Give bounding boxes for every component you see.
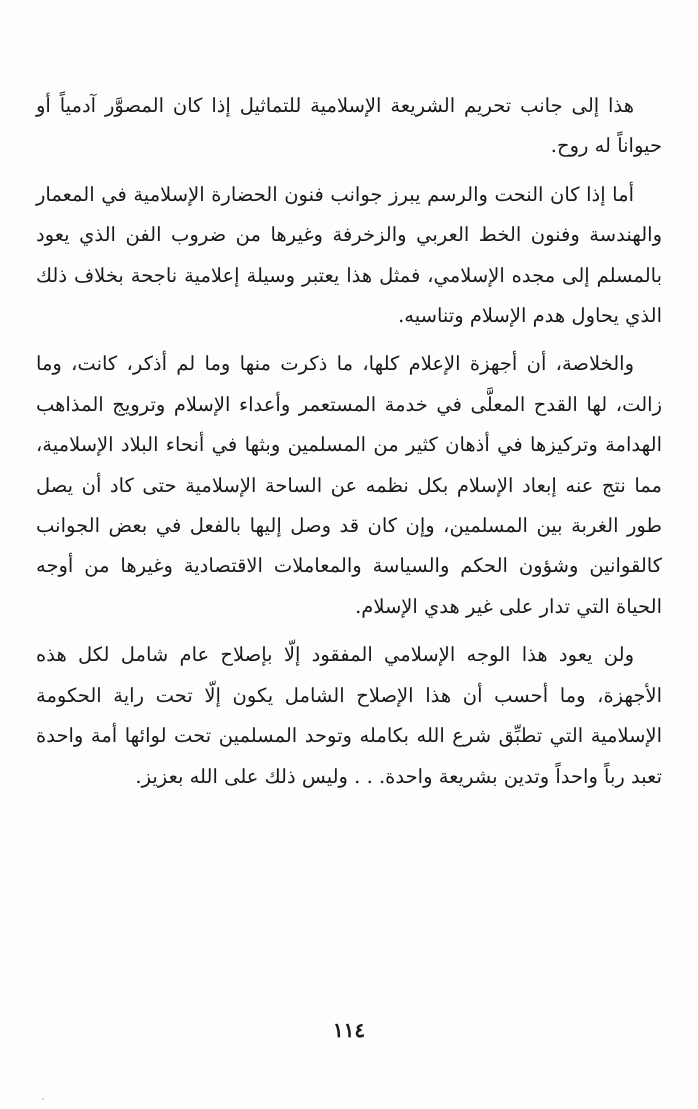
paragraph-4: ولن يعود هذا الوجه الإسلامي المفقود إلّا بإصلاح عام شامل لكل هذه الأجهزة، وما أحسب أن هذا الإصلاح الشامل يكون إلّا تحت راية الحكومة الإسلامية التي تطبِّق شرع الله بكامله وتوحد المسلمين تحت لوائها أمة واحدة تعبد رباً واحداً وتدين بشريعة واحدة. . . وليس ذلك على الله بعزيز. <box>36 643 662 788</box>
paragraph-1: هذا إلى جانب تحريم الشريعة الإسلامية للتماثيل إذا كان المصوَّر آدمياً أو حيواناً له روح. <box>36 94 662 158</box>
paragraph-2: أما إذا كان النحت والرسم يبرز جوانب فنون الحضارة الإسلامية في المعمار والهندسة وفنون الخط العربي والزخرفة وغيرها من ضروب الفن الذي يعود بالمسلم إلى مجده الإسلامي، فمثل هذا يعتبر وسيلة إعلامية ناجحة بخلاف ذلك الذي يحاول هدم الإسلام وتناسيه. <box>36 182 662 328</box>
paragraph-3: والخلاصة، أن أجهزة الإعلام كلها، ما ذكرت منها وما لم أذكر، كانت، وما زالت، لها القدح المعلَّى في خدمة المستعمر وأعداء الإسلام وترويج المذاهب الهدامة وتركيزها في أذهان كثير من المسلمين وبثها في أنحاء البلاد الإسلامية، مما نتج عنه إبعاد الإسلام بكل نظمه عن الساحة الإسلامية حتى كاد أن يصل طور الغربة بين المسلمين، وإن كان قد وصل إليها بالفعل في بعض الجوانب كالقوانين وشؤون الحكم والسياسة والمعاملات الاقتصادية وغيرها من أوجه الحياة التي تدار على غير هدي الإسلام. <box>36 352 662 618</box>
scan-speck <box>42 1098 44 1100</box>
body-text <box>36 86 662 805</box>
page-number: ١١٤ <box>332 1018 366 1042</box>
